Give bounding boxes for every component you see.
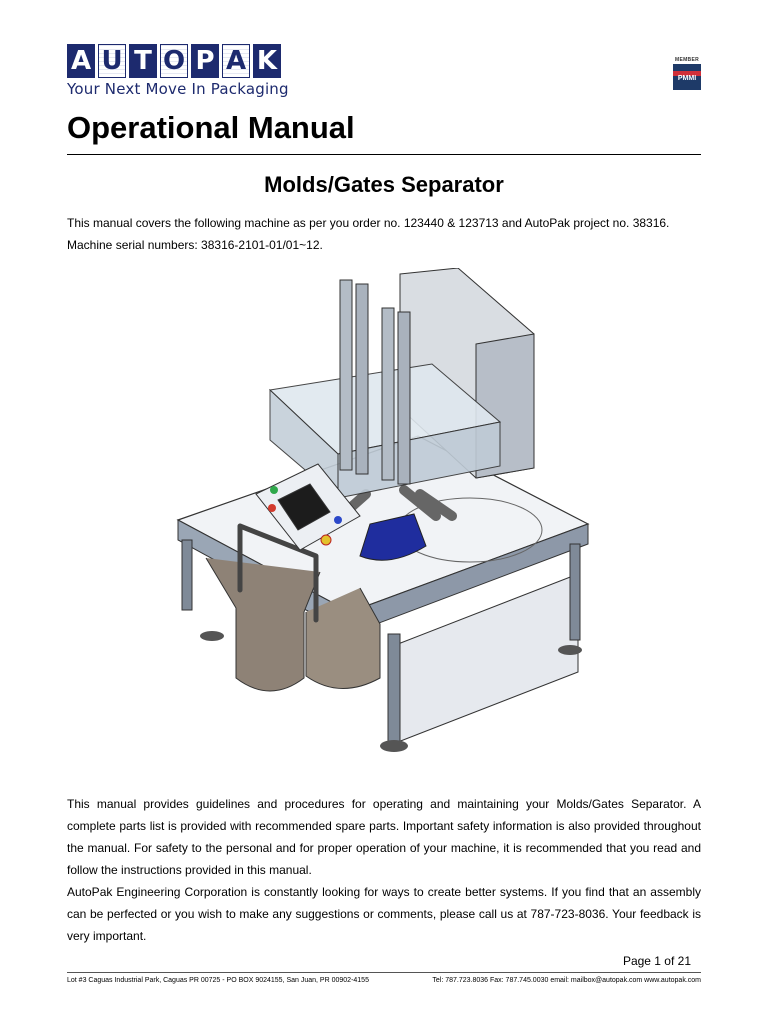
machine-illustration [170,268,590,764]
title-divider [67,154,701,155]
document-title: Operational Manual [67,110,355,145]
intro-line-serials: Machine serial numbers: 38316-2101-01/01~12. [67,238,323,252]
body-paragraph-guidelines: This manual provides guidelines and procedures for operating and maintaining your Molds/Gates Separator. A complete parts list is provided with recommended spare parts. Important safety information is also provided throughout the manual. For safety to the personal and for proper operation of your machine, it is recommended that you read and follow the instructions provided in this manual. [67,797,701,877]
logo-letter: A [222,44,250,78]
body-paragraph-feedback: AutoPak Engineering Corporation is constantly looking for ways to create better systems. If you find that an assembly can be perfected or you wish to make any suggestions or comments, please call us at 787-723-8036. Your feedback is very important. [67,885,701,943]
page-number: Page 1 of 21 [622,954,691,968]
logo-letter: P [191,44,219,78]
logo-letter: U [98,44,126,78]
footer-contact: Tel: 787.723.8036 Fax: 787.745.0030 email: mailbox@autopak.com www.autopak.com [432,977,701,984]
pmmi-logo [673,64,701,90]
document-subtitle: Molds/Gates Separator [264,172,504,197]
logo-letter: A [67,44,95,78]
logo-letter: T [129,44,157,78]
logo-letter: O [160,44,188,78]
logo-letter: K [253,44,281,78]
logo-wordmark [67,44,357,78]
intro-section [67,212,703,256]
body-section [67,793,701,947]
footer-divider [67,972,701,973]
logo-tagline: Your Next Move In Packaging [67,80,289,98]
footer [67,977,701,984]
autopak-logo [67,44,357,98]
footer-address: Lot #3 Caguas Industrial Park, Caguas PR 00725 - PO BOX 9024155, San Juan, PR 00902-4155 [67,977,369,984]
pmmi-member-badge [673,57,701,90]
pmmi-org: PMMI [677,75,697,82]
member-label: MEMBER [674,57,700,63]
intro-line-order: This manual covers the following machine as per you order no. 123440 & 123713 and AutoPak project no. 38316. [67,216,670,230]
